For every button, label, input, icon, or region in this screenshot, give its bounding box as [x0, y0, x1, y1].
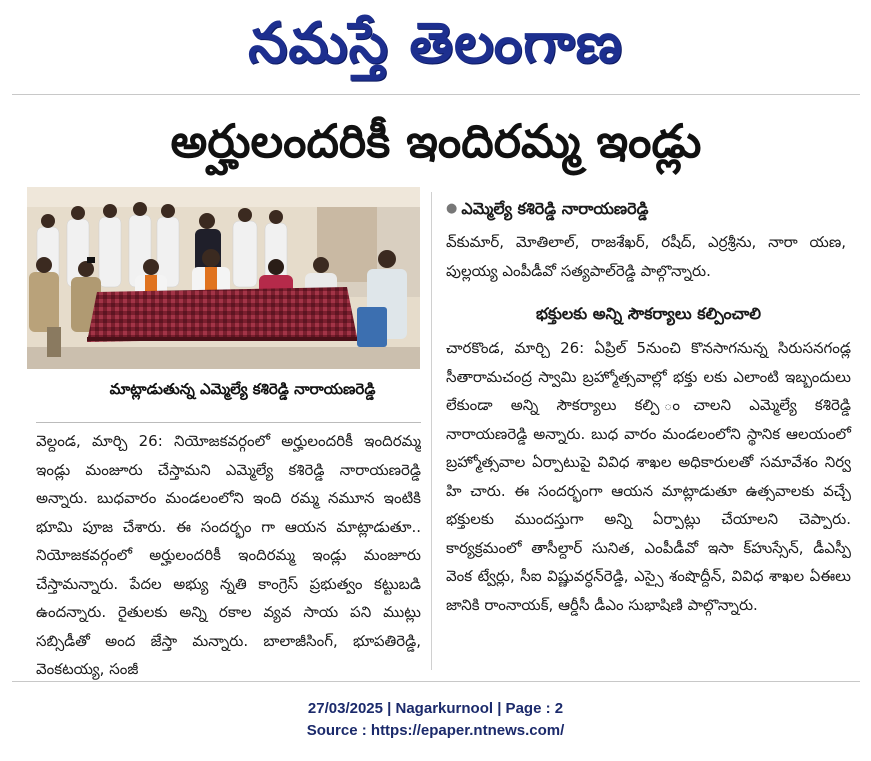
photo-caption: మాట్లాడుతున్న ఎమ్మెల్యే కశిరెడ్డి నారాయణరెడ్డి	[109, 380, 376, 398]
article-right-column-bottom	[446, 334, 851, 670]
article-subheading: భక్తులకు అన్ని సౌకర్యాలు కల్పించాలి	[536, 304, 761, 323]
article-right-column-top	[446, 228, 846, 292]
byline-text: ఎమ్మెల్యే కశిరెడ్డి నారాయణరెడ్డి	[461, 199, 649, 218]
article-body-left: వెల్దండ, మార్చి 26: నియోజకవర్గంలో అర్హులందరికీ ఇందిరమ్మ ఇండ్లు మంజూరు చేస్తామని ఎమ్మెల్యే కశిరెడ్డి నారాయణరెడ్డి అన్నారు. బుధవారం మండలంలోని ఇంది రమ్మ నమూన ఇంటికి భూమి పూజ చేశారు. ఈ సందర్భం గా ఆయన మాట్లాడుతూ.. నియోజకవర్గంలో అర్హులందరికీ ఇందిరమ్మ ఇండ్లు మంజూరు చేస్తామన్నారు. పేదల అభ్యు న్నతి కాంగ్రెస్ ప్రభుత్వం కట్టుబడి ఉందన్నారు. రైతులకు అన్ని రకాల వ్యవ సాయ పని ముట్లు సబ్సిడీతో అంద జేస్తా మన్నారు. బాలాజీసింగ్, భూపతిరెడ్డి, వెంకటయ్య, సంజీ	[36, 432, 421, 678]
footer-date-edition: 27/03/2025 | Nagarkurnool | Page : 2	[307, 700, 564, 717]
article-byline	[446, 194, 851, 224]
article-headline: అర్హులందరికీ ఇందిరమ్మ ఇండ్లు	[170, 114, 702, 168]
page-footer	[0, 698, 871, 742]
article-photo	[27, 187, 420, 369]
article-body-right-2: చారకొండ, మార్చి 26: ఏప్రిల్ 5నుంచి కొనసాగనున్న సిరుసనగండ్ల సీతారామచంద్ర స్వామి బ్రహ్మోత్సవాల్లో భక్తు లకు ఎలాంటి ఇబ్బందులు లేకుండా అన్ని సౌకర్యాలు కల్పి ంచాలని ఎమ్మెల్యే కశిరెడ్డి నారాయణరెడ్డి అన్నారు. బుధ వారం మండలంలోని స్థానిక ఆలయంలో బ్రహ్మోత్సవాల ఏర్పాటుపై వివిధ శాఖల అధికారులతో సమావేశం నిర్వ హి చారు. ఈ సందర్భంగా ఆయన మాట్లాడుతూ ఉత్సవాలకు వచ్చే భక్తులకు ముందస్తుగా అన్ని ఏర్పాట్లు చేయాలని చెప్పారు. కార్యక్రమంలో తాసీల్దార్ సునిత, ఎంపీడీవో ఇసా క్‌హుస్సేన్, డీఎస్పీ వెంక ట్వేర్లు, సీఐ విష్ణువర్ధన్‌రెడ్డి, ఎస్సై శంషొద్దీన్, వివిధ శాఖల ఏఈలు జానికి రాంనాయక్, ఆర్డీసీ డీఎం సుభాషిణి పాల్గొన్నారు.	[446, 339, 851, 614]
bullet-icon: ●	[446, 201, 458, 216]
masthead-logo: నమస్తే తెలంగాణ	[248, 11, 623, 76]
column-divider	[431, 192, 432, 670]
article-left-column	[36, 422, 421, 685]
footer-source: Source : https://epaper.ntnews.com/	[306, 722, 565, 739]
article-body-right-1: వ్‌కుమార్, మోతిలాల్, రాజశేఖర్, రషీద్, ఎర్రశ్రీను, నారా యణ, పుల్లయ్య ఎంపీడీవో సత్యపాల్‌రెడ్డి పాల్గొన్నారు.	[446, 233, 846, 280]
